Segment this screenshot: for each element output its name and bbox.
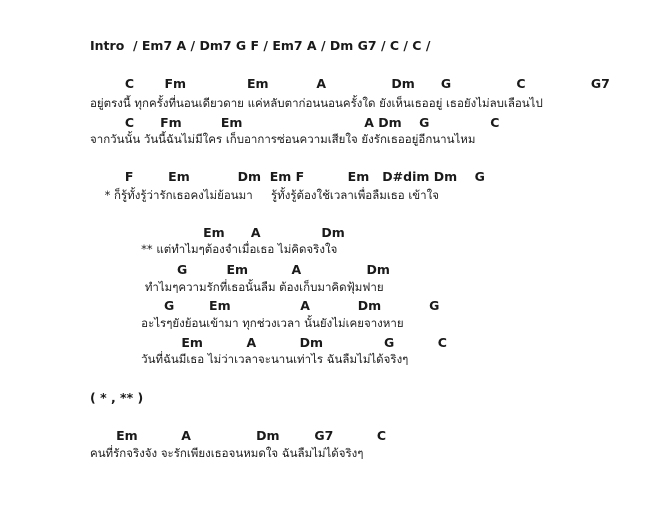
lyric-line: อยู่ตรงนี้ ทุกครั้งที่นอนเดียวดาย แค่หลับตาก่อนนอนครั้งใด ยังเห็นเธออยู่ เธอยังไม่ลบเลือนไป [90, 96, 543, 110]
lyric-line: ** แต่ทำไมๆต้องจำเมื่อเธอ ไม่คิดจริงใจ [90, 242, 338, 256]
chord-line: C Fm Em A Dm G C [90, 115, 500, 130]
lyric-line: วันที่ฉันมีเธอ ไม่ว่าเวลาจะนานเท่าไร ฉันลืมไม่ได้จริงๆ [90, 352, 409, 366]
intro-line: Intro / Em7 A / Dm7 G F / Em7 A / Dm G7 / C / C / [90, 38, 431, 53]
chord-line: Em A Dm G7 C [90, 428, 387, 443]
lyric-line: อะไรๆยังย้อนเข้ามา ทุกช่วงเวลา นั้นยังไม่เคยจางหาย [90, 316, 404, 330]
lyric-line: คนที่รักจริงจัง จะรักเพียงเธอจนหมดใจ ฉันลืมไม่ได้จริงๆ [90, 446, 364, 460]
lyric-line: จากวันนั้น วันนี้ฉันไม่มีใคร เก็บอาการซ่อนความเสียใจ ยังรักเธออยู่อีกนานไหม [90, 132, 476, 146]
lyric-line: ทำไมๆความรักที่เธอนั้นลืม ต้องเก็บมาคิดฟุ้มฟาย [90, 280, 384, 294]
chord-line: C Fm Em A Dm G C G7 [90, 76, 610, 91]
chord-line: G Em A Dm G [90, 298, 440, 313]
chord-line: Em A Dm [90, 225, 345, 240]
repeat-marker: ( * , ** ) [90, 390, 144, 405]
chord-line: Em A Dm G C [90, 335, 447, 350]
chord-line: F Em Dm Em F Em D#dim Dm G [90, 169, 485, 184]
lyric-line: * ก็รู้ทั้งรู้ว่ารักเธอคงไม่ย้อนมา รู้ทั้งรู้ต้องใช้เวลาเพื่อลืมเธอ เข้าใจ [90, 188, 439, 202]
chord-line: G Em A Dm [90, 262, 390, 277]
